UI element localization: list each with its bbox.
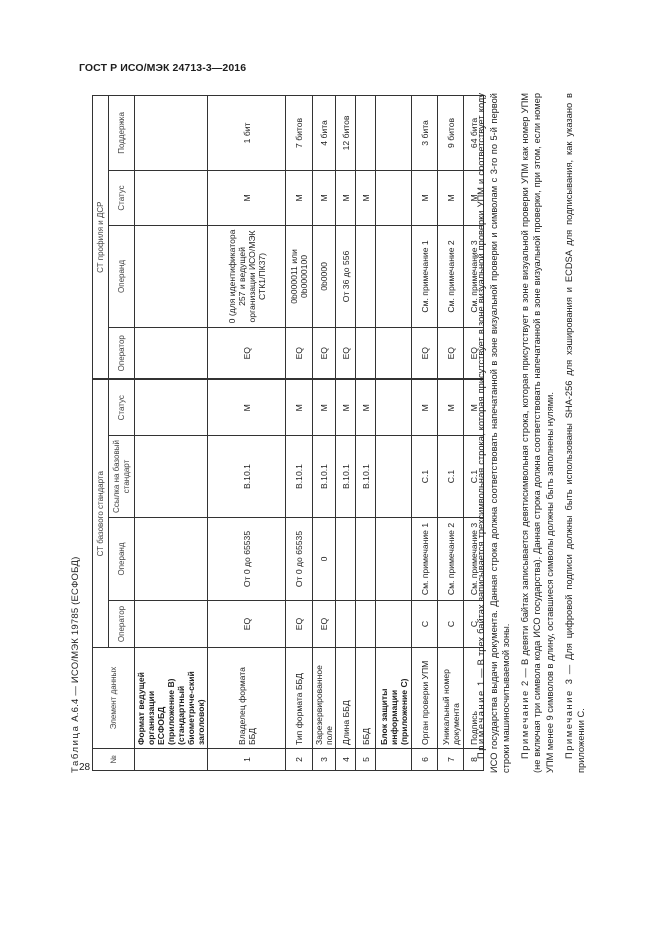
rotated-content — [70, 93, 610, 773]
col-header-element: Элемент данных — [93, 648, 135, 749]
col-header-base-operator: Оператор — [109, 601, 135, 648]
cell-base-operator: C — [464, 601, 484, 648]
cell-profile-operator: EQ — [464, 327, 484, 379]
cell-profile-operand — [135, 225, 208, 327]
cell-base-status: M — [208, 379, 286, 435]
cell-profile-operator: EQ — [208, 327, 286, 379]
cell-base-ref — [376, 436, 412, 518]
note-1 — [475, 93, 513, 773]
note-text: 2 — В девяти байтах записывается девятисимвольная строка, которая присутствует в зоне визуальной проверки УПМ как номер УПМ (не включая три символа кода ИСО государства). Данная строка должна соответствовать напечатанной в зоне визуальной проверки, при этом, если номер УПМ менее 9 символов в длину, оставшиеся символы должны быть заполнены нулями. — [519, 93, 555, 773]
cell-num: 5 — [356, 749, 376, 771]
cell-base-ref: B.10.1 — [336, 436, 356, 518]
cell-base-operand — [356, 518, 376, 601]
col-header-num: № — [93, 749, 135, 771]
note-label: Примечание — [563, 689, 574, 759]
col-header-profile-operator: Оператор — [109, 327, 135, 379]
cell-base-ref: B.10.1 — [313, 436, 336, 518]
group-header-base: СТ базового стандарта — [93, 379, 109, 647]
cell-base-status: M — [438, 379, 464, 435]
cell-profile-operator: EQ — [286, 327, 313, 379]
cell-element: Подпись — [464, 648, 484, 749]
cell-base-ref: B.10.1 — [356, 436, 376, 518]
cell-base-status: M — [336, 379, 356, 435]
cell-base-operand: 0 — [313, 518, 336, 601]
cell-base-status: M — [356, 379, 376, 435]
cell-profile-operand: См. примечание 1 — [412, 225, 438, 327]
cell-profile-support: 7 битов — [286, 95, 313, 170]
cell-element: Длина ББД — [336, 648, 356, 749]
table-row — [376, 95, 412, 770]
cell-base-operand: См. примечание 2 — [438, 518, 464, 601]
table-notes — [475, 93, 594, 773]
cell-element: Уникальный номер документа — [438, 648, 464, 749]
cell-num: 3 — [313, 749, 336, 771]
cell-element: Орган проверки УПМ — [412, 648, 438, 749]
cell-base-operator — [376, 601, 412, 648]
cell-base-operator: C — [438, 601, 464, 648]
cell-profile-operator — [135, 327, 208, 379]
cell-num: 2 — [286, 749, 313, 771]
cell-profile-operand — [356, 225, 376, 327]
cell-element: Тип формата ББД — [286, 648, 313, 749]
cell-element: ББД — [356, 648, 376, 749]
cell-base-status: M — [412, 379, 438, 435]
cell-base-operator — [336, 601, 356, 648]
cell-profile-operator: EQ — [313, 327, 336, 379]
cell-num: 7 — [438, 749, 464, 771]
cell-profile-status: M — [412, 170, 438, 225]
cell-element: Формат ведущей организации ЕСФОБД (приложение В) (стандартный биометриче-ский заголовок) — [135, 648, 208, 749]
col-header-base-status: Статус — [109, 379, 135, 435]
cell-profile-operator — [356, 327, 376, 379]
cell-profile-support — [135, 95, 208, 170]
table-row — [135, 95, 208, 770]
cell-profile-status: M — [336, 170, 356, 225]
cell-base-status: M — [464, 379, 484, 435]
note-text: 3 — Для цифровой подписи должны быть использованы SHA-256 для хэширования и ECDSA для подписывания, как указано в приложении С. — [563, 93, 587, 773]
table-row — [438, 95, 464, 770]
cell-base-status: M — [286, 379, 313, 435]
cell-element: Блок защиты информации (приложение С) — [376, 648, 412, 749]
document-header: ГОСТ Р ИСО/МЭК 24713-3—2016 — [79, 62, 247, 74]
cell-profile-status: M — [208, 170, 286, 225]
cell-profile-support: 12 битов — [336, 95, 356, 170]
cell-profile-operator: EQ — [412, 327, 438, 379]
cell-element: Зарезервированное поле — [313, 648, 336, 749]
cell-profile-support: 4 бита — [313, 95, 336, 170]
cell-base-operand — [336, 518, 356, 601]
data-table — [92, 95, 484, 771]
cell-profile-status: M — [313, 170, 336, 225]
cell-profile-status: M — [356, 170, 376, 225]
cell-base-operator: EQ — [313, 601, 336, 648]
col-header-profile-operand: Операнд — [109, 225, 135, 327]
table-body — [135, 95, 484, 770]
cell-profile-operand: 0b0000 — [313, 225, 336, 327]
table-caption-label: А.6.4 — ИСО/МЭК 19785 (ЕСФОБД) — [70, 556, 81, 722]
cell-profile-operand: См. примечание 2 — [438, 225, 464, 327]
table-row — [286, 95, 313, 770]
cell-base-operand: См. примечание 1 — [412, 518, 438, 601]
cell-base-operator — [135, 601, 208, 648]
cell-num — [376, 749, 412, 771]
note-text: 1 — В трех байтах записывается трехсимвольная строка, которая присутствует в зоне визуальной проверки УПМ и соответствует коду ИСО государства выдачи документа. Данная строка должна соответствовать напечатанной в зоне визуальной проверки и символам с 3-го по 5-й первой строки машиносчитываемой зоны. — [476, 93, 512, 773]
cell-profile-operand — [376, 225, 412, 327]
cell-profile-status — [376, 170, 412, 225]
table-caption — [70, 556, 81, 773]
cell-profile-status: M — [464, 170, 484, 225]
cell-base-ref: C.1 — [464, 436, 484, 518]
cell-base-operator: EQ — [208, 601, 286, 648]
cell-base-ref — [135, 436, 208, 518]
cell-profile-support — [356, 95, 376, 170]
cell-base-operand: От 0 до 65535 — [286, 518, 313, 601]
cell-base-ref: B.10.1 — [286, 436, 313, 518]
cell-profile-status — [135, 170, 208, 225]
cell-base-operand — [135, 518, 208, 601]
cell-base-operand: См. примечание 3 — [464, 518, 484, 601]
cell-base-operator — [356, 601, 376, 648]
cell-base-status — [135, 379, 208, 435]
note-2 — [519, 93, 557, 773]
cell-profile-operand: 0b000011 или 0b0000100 — [286, 225, 313, 327]
cell-profile-support: 9 битов — [438, 95, 464, 170]
cell-profile-operator: EQ — [438, 327, 464, 379]
table-row — [336, 95, 356, 770]
cell-profile-status: M — [438, 170, 464, 225]
cell-base-operator: C — [412, 601, 438, 648]
cell-profile-operand: См. примечание 3 — [464, 225, 484, 327]
note-label: Примечание — [519, 689, 530, 759]
note-label: Примечание — [476, 689, 486, 759]
cell-base-ref: C.1 — [438, 436, 464, 518]
col-header-profile-status: Статус — [109, 170, 135, 225]
table-row — [208, 95, 286, 770]
cell-num: 4 — [336, 749, 356, 771]
group-header-profile: СТ профиля и ДСР — [93, 95, 109, 379]
cell-profile-support — [376, 95, 412, 170]
table-row — [313, 95, 336, 770]
cell-profile-operator — [376, 327, 412, 379]
cell-profile-support: 3 бита — [412, 95, 438, 170]
cell-num: 1 — [208, 749, 286, 771]
cell-profile-support: 1 бит — [208, 95, 286, 170]
cell-base-ref: C.1 — [412, 436, 438, 518]
note-3 — [563, 93, 588, 773]
cell-base-operand — [376, 518, 412, 601]
page-number: 28 — [79, 762, 91, 773]
cell-base-status — [376, 379, 412, 435]
cell-profile-operand: От 36 до 556 — [336, 225, 356, 327]
cell-profile-status: M — [286, 170, 313, 225]
table-row — [356, 95, 376, 770]
col-header-base-operand: Операнд — [109, 518, 135, 601]
cell-num: 8 — [464, 749, 484, 771]
cell-profile-operand: 0 (для идентификатора 257 и ведущей организации ИСО/МЭК СТК1/ПК37) — [208, 225, 286, 327]
col-header-base-ref: Ссылка на базовый стандарт — [109, 436, 135, 518]
cell-profile-operator: EQ — [336, 327, 356, 379]
cell-base-status: M — [313, 379, 336, 435]
cell-num: 6 — [412, 749, 438, 771]
cell-base-operator: EQ — [286, 601, 313, 648]
cell-num — [135, 749, 208, 771]
table-row — [412, 95, 438, 770]
cell-base-operand: От 0 до 65535 — [208, 518, 286, 601]
col-header-profile-support: Поддержка — [109, 95, 135, 170]
cell-element: Владелец формата ББД — [208, 648, 286, 749]
cell-base-ref: B.10.1 — [208, 436, 286, 518]
table-caption-prefix: Таблица — [70, 724, 81, 773]
cell-profile-support: 64 бита — [464, 95, 484, 170]
